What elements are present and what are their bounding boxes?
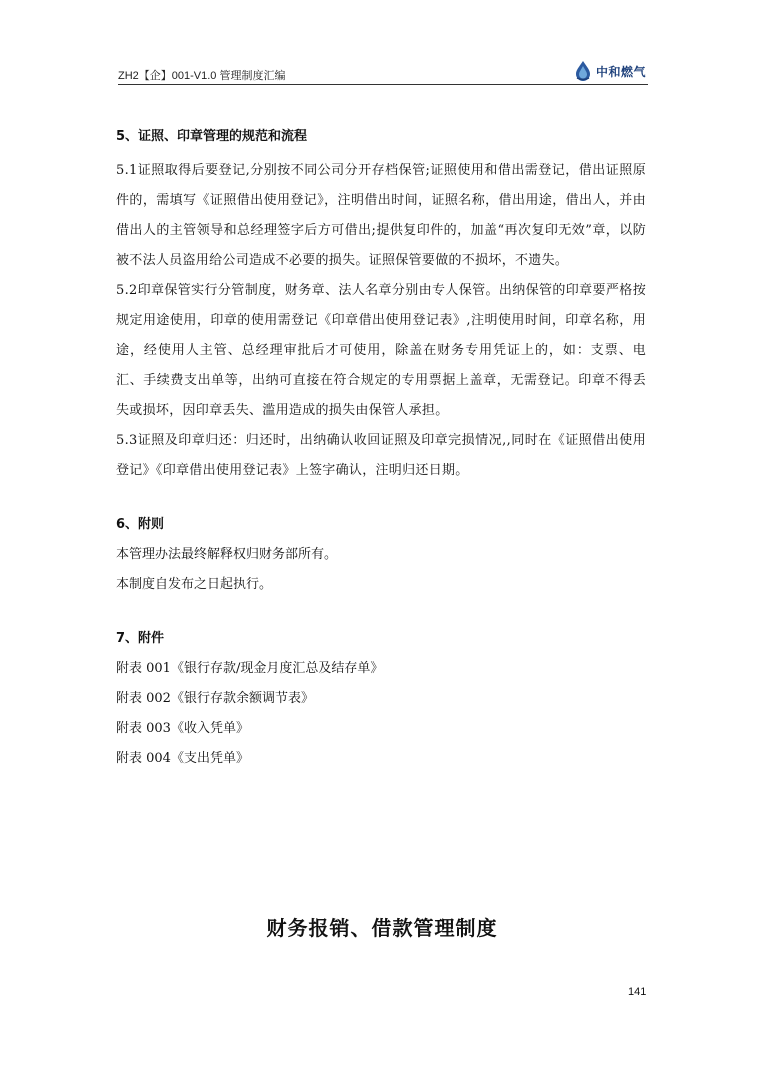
page-number: 141: [628, 986, 647, 998]
water-drop-logo-icon: [573, 60, 593, 82]
document-body: [116, 126, 646, 774]
section-5-3-paragraph: 5.3证照及印章归还：归还时，出纳确认收回证照及印章完损情况,,同时在《证照借出使用登记》《印章借出使用登记表》上签字确认，注明归还日期。: [116, 433, 646, 478]
section-5-heading: 5、证照、印章管理的规范和流程: [116, 129, 308, 144]
attachment-item: 附表 003《收入凭单》: [116, 721, 249, 736]
section-6-line: 本管理办法最终解释权归财务部所有。: [116, 547, 338, 562]
page-header: [118, 58, 648, 85]
attachment-item: 附表 004《支出凭单》: [116, 751, 249, 766]
next-chapter-title: 财务报销、借款管理制度: [266, 916, 498, 940]
section-6-line: 本制度自发布之日起执行。: [116, 577, 273, 592]
section-5-2-paragraph: 5.2印章保管实行分管制度，财务章、法人名章分别由专人保管。出纳保管的印章要严格按规定用途使用，印章的使用需登记《印章借出使用登记表》,注明使用时间，印章名称，用途，经使用人主管、总经理审批后才可使用，除盖在财务专用凭证上的，如：支票、电汇、手续费支出单等，出纳可直接在符合规定的专用票据上盖章，无需登记。印章不得丢失或损坏，因印章丢失、滥用造成的损失由保管人承担。: [116, 283, 646, 418]
section-7-heading: 7、附件: [116, 631, 165, 646]
attachment-item: 附表 001《银行存款/现金月度汇总及结存单》: [116, 661, 384, 676]
company-logo: [573, 60, 646, 82]
attachment-item: 附表 002《银行存款余额调节表》: [116, 691, 314, 706]
logo-text: 中和燃气: [595, 64, 646, 79]
header-title: ZH2【企】001-V1.0 管理制度汇编: [118, 70, 286, 82]
section-6-heading: 6、附则: [116, 517, 165, 532]
section-5-1-paragraph: 5.1证照取得后要登记,分别按不同公司分开存档保管;证照使用和借出需登记，借出证照原件的，需填写《证照借出使用登记》，注明借出时间，证照名称，借出用途，借出人，并由借出人的主管领导和总经理签字后方可借出;提供复印件的，加盖“再次复印无效”章，以防被不法人员盗用给公司造成不必要的损失。证照保管要做的不损坏，不遗失。: [116, 163, 646, 268]
